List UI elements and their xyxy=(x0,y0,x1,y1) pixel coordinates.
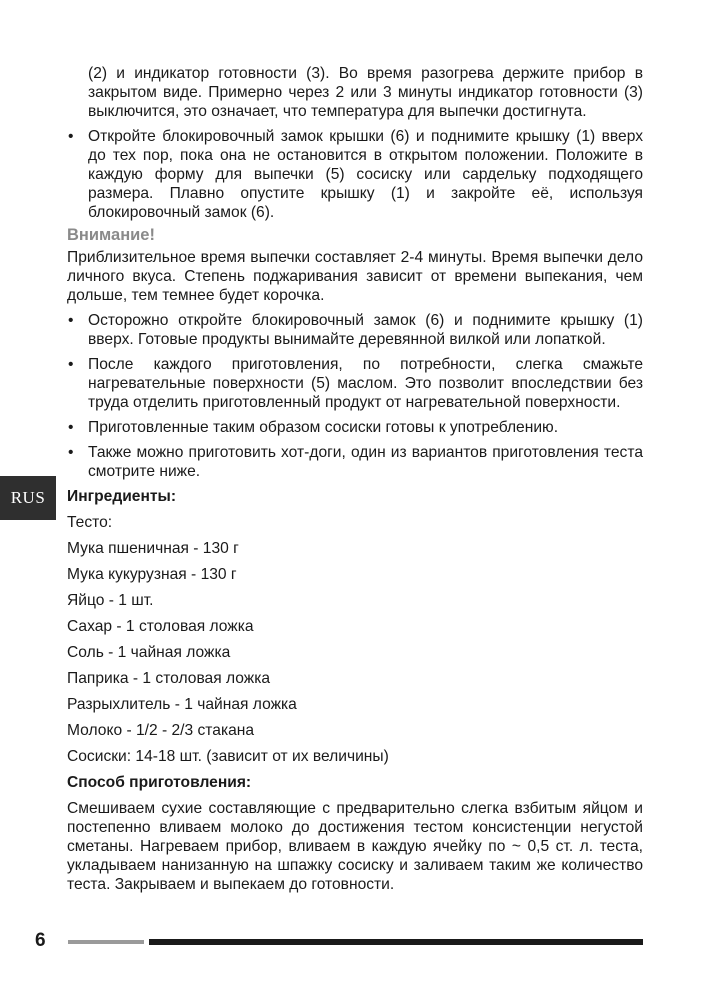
footer-rule-black xyxy=(149,939,643,945)
ingredient-item: Разрыхлитель - 1 чайная ложка xyxy=(67,696,297,713)
ingredient-item: Соль - 1 чайная ложка xyxy=(67,644,231,661)
ingredient-item: Сахар - 1 столовая ложка xyxy=(67,618,254,635)
bullet-icon: • xyxy=(68,444,74,461)
list-item-text: Осторожно откройте блокировочный замок (6) и поднимите крышку (1) вверх. Готовые продукты вынимайте деревянной вилкой или лопаткой. xyxy=(88,312,643,348)
ingredient-item: Молоко - 1/2 - 2/3 стакана xyxy=(67,722,255,739)
intro-paragraph: (2) и индикатор готовности (3). Во время разогрева держите прибор в закрытом виде. Примерно через 2 или 3 минуты индикатор готовности (3) выключится, это означает, что температура для выпечки достигнута. xyxy=(88,65,643,120)
language-tab xyxy=(0,476,56,520)
method-paragraph: Смешиваем сухие составляющие с предварительно слегка взбитым яйцом и постепенно вливаем молоко до достижения тестом консистенции негустой сметаны. Нагреваем прибор, вливаем в каждую ячейку по ~ 0,5 ст. л. теста, укладываем нанизанную на шпажку сосиску и заливаем таким же количество теста. Закрываем и выпекаем до готовности. xyxy=(67,800,643,893)
attention-paragraph: Приблизительное время выпечки составляет 2-4 минуты. Время выпечки дело личного вкуса. Степень поджаривания зависит от времени выпекания, чем дольше, тем темнее будет корочка. xyxy=(67,249,643,304)
attention-heading: Внимание! xyxy=(67,226,155,244)
ingredient-item: Мука пшеничная - 130 г xyxy=(67,540,239,557)
page-content xyxy=(67,64,643,894)
footer-rule-gray xyxy=(68,940,144,944)
ingredient-item: Сосиски: 14-18 шт. (зависит от их величины) xyxy=(67,748,389,765)
list-item xyxy=(67,311,643,349)
list-item xyxy=(67,355,643,412)
ingredients-heading: Ингредиенты: xyxy=(67,488,177,505)
ingredients-list xyxy=(67,513,643,766)
ingredient-item: Тесто: xyxy=(67,514,113,531)
list-item-text: Приготовленные таким образом сосиски готовы к употреблению. xyxy=(88,419,559,436)
bullet-icon: • xyxy=(68,128,74,145)
list-item-text: Откройте блокировочный замок крышки (6) и поднимите крышку (1) вверх до тех пор, пока она не остановится в открытом положении. Положите в каждую форму для выпечки (5) сосиску или сардельку подходящего размера. Плавно опустите крышку (1) и закройте её, используя блокировочный замок (6). xyxy=(88,128,643,221)
list-item-text: Также можно приготовить хот-доги, один из вариантов приготовления теста смотрите ниже. xyxy=(88,444,643,480)
method-heading: Способ приготовления: xyxy=(67,774,252,791)
list-item xyxy=(67,127,643,222)
list-item-text: После каждого приготовления, по потребности, слегка смажьте нагревательные поверхности (5) маслом. Это позволит впоследствии без труда отделить приготовленный продукт от нагревательной поверхности. xyxy=(88,356,643,411)
language-tab-label: RUS xyxy=(10,488,46,507)
ingredient-item: Мука кукурузная - 130 г xyxy=(67,566,237,583)
bullet-icon: • xyxy=(68,312,74,329)
bullet-icon: • xyxy=(68,356,74,373)
page-number: 6 xyxy=(35,930,46,951)
list-item xyxy=(67,443,643,481)
bullet-icon: • xyxy=(68,419,74,436)
list-item xyxy=(67,418,643,437)
ingredient-item: Паприка - 1 столовая ложка xyxy=(67,670,271,687)
ingredient-item: Яйцо - 1 шт. xyxy=(67,592,154,609)
